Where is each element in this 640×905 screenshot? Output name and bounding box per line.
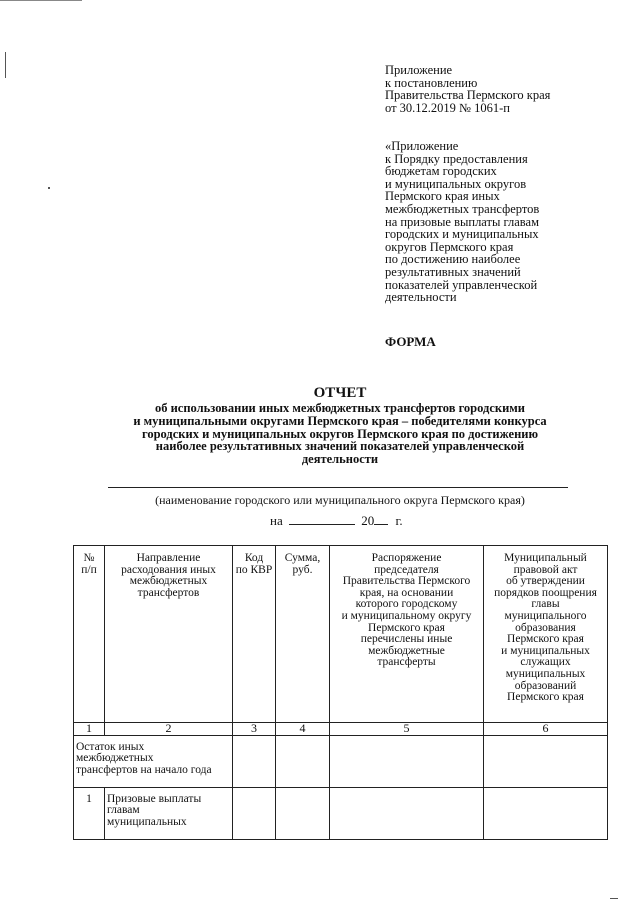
- appendix-line: на призовые выплаты главам: [385, 214, 539, 229]
- header-cell-number: № п/п: [74, 546, 105, 723]
- entity-name-line: [108, 487, 568, 488]
- appendix-header: [385, 64, 550, 114]
- appendix-line: к постановлению: [385, 75, 478, 90]
- appendix-line: деятельности: [385, 290, 457, 305]
- empty-cell[interactable]: [330, 787, 484, 839]
- header-cell-order: Распоряжение председателя Правительства Пермского края, на основании которого городскому и муниципальному округу Пермского края перечислены иные межбюджетные трансферты: [330, 546, 484, 723]
- empty-cell[interactable]: [233, 735, 276, 787]
- period-blank: [289, 513, 355, 525]
- column-number: 1: [74, 723, 105, 736]
- empty-cell[interactable]: [484, 735, 608, 787]
- header-cell-direction: Направление расходования иных межбюджетных трансфертов: [105, 546, 233, 723]
- appendix-line: результативных значений: [385, 264, 521, 279]
- scan-mark: [5, 52, 6, 78]
- form-label: ФОРМА: [385, 334, 436, 349]
- appendix-line: округов Пермского края: [385, 239, 514, 254]
- header-cell-kvr: Код по КВР: [233, 546, 276, 723]
- period-prefix: на: [270, 513, 283, 528]
- empty-cell[interactable]: [330, 735, 484, 787]
- column-number-row: [74, 723, 608, 736]
- appendix-line: межбюджетных трансфертов: [385, 201, 540, 216]
- scan-mark: [610, 898, 618, 899]
- column-number: 6: [484, 723, 608, 736]
- period-year: 20: [361, 513, 375, 528]
- appendix-line: от 30.12.2019 № 1061-п: [385, 100, 510, 115]
- entity-name-caption: (наименование городского или муниципального округа Пермского края): [155, 493, 525, 507]
- row-number-cell: 1: [74, 787, 105, 839]
- year-blank: [374, 513, 388, 525]
- header-cell-sum: Сумма, руб.: [276, 546, 330, 723]
- appendix-line: к Порядку предоставления: [385, 151, 528, 166]
- subtitle-line: городских и муниципальных округов Пермского края по достижению: [141, 426, 539, 441]
- appendix-line: Приложение: [385, 63, 453, 77]
- appendix-line: Правительства Пермского края: [385, 88, 551, 103]
- subtitle-line: наиболее результативных значений показателей управленческой: [155, 439, 525, 454]
- empty-cell[interactable]: [276, 735, 330, 787]
- appendix-line: по достижению наиболее: [385, 252, 521, 267]
- top-border-line: [0, 0, 82, 1]
- appendix-line: и муниципальных округов: [385, 176, 527, 191]
- appendix-line: Пермского края иных: [385, 189, 500, 204]
- report-subtitle: [0, 402, 640, 466]
- column-number: 2: [105, 723, 233, 736]
- header-cell-municipal-act: Муниципальный правовой акт об утверждении порядков поощрения главы муниципального образования Пермского края и муниципальных служащих муниципальных образований Пермского края: [484, 546, 608, 723]
- nested-appendix-header: [385, 140, 539, 304]
- subtitle-line: об использовании иных межбюджетных трансфертов городскими: [154, 401, 526, 415]
- column-number: 5: [330, 723, 484, 736]
- scan-mark: [48, 187, 50, 189]
- appendix-line: бюджетам городских: [385, 164, 497, 179]
- empty-cell[interactable]: [233, 787, 276, 839]
- balance-label-cell: Остаток иных межбюджетных трансфертов на начало года: [74, 735, 233, 787]
- appendix-line: показателей управленческой: [385, 277, 538, 292]
- table-row: [74, 787, 608, 839]
- report-title: ОТЧЕТ: [313, 385, 367, 401]
- subtitle-line: деятельности: [301, 452, 379, 467]
- report-period: [270, 513, 403, 529]
- period-suffix: г.: [395, 513, 403, 528]
- report-table: [73, 545, 608, 840]
- column-number: 4: [276, 723, 330, 736]
- appendix-line: городских и муниципальных: [385, 227, 539, 242]
- subtitle-line: и муниципальными округами Пермского края – победителями конкурса: [133, 413, 547, 428]
- empty-cell[interactable]: [484, 787, 608, 839]
- appendix-line: «Приложение: [385, 139, 459, 153]
- table-header-row: [74, 546, 608, 723]
- column-number: 3: [233, 723, 276, 736]
- table-row: [74, 735, 608, 787]
- row-label-cell: Призовые выплаты главам муниципальных: [105, 787, 233, 839]
- empty-cell[interactable]: [276, 787, 330, 839]
